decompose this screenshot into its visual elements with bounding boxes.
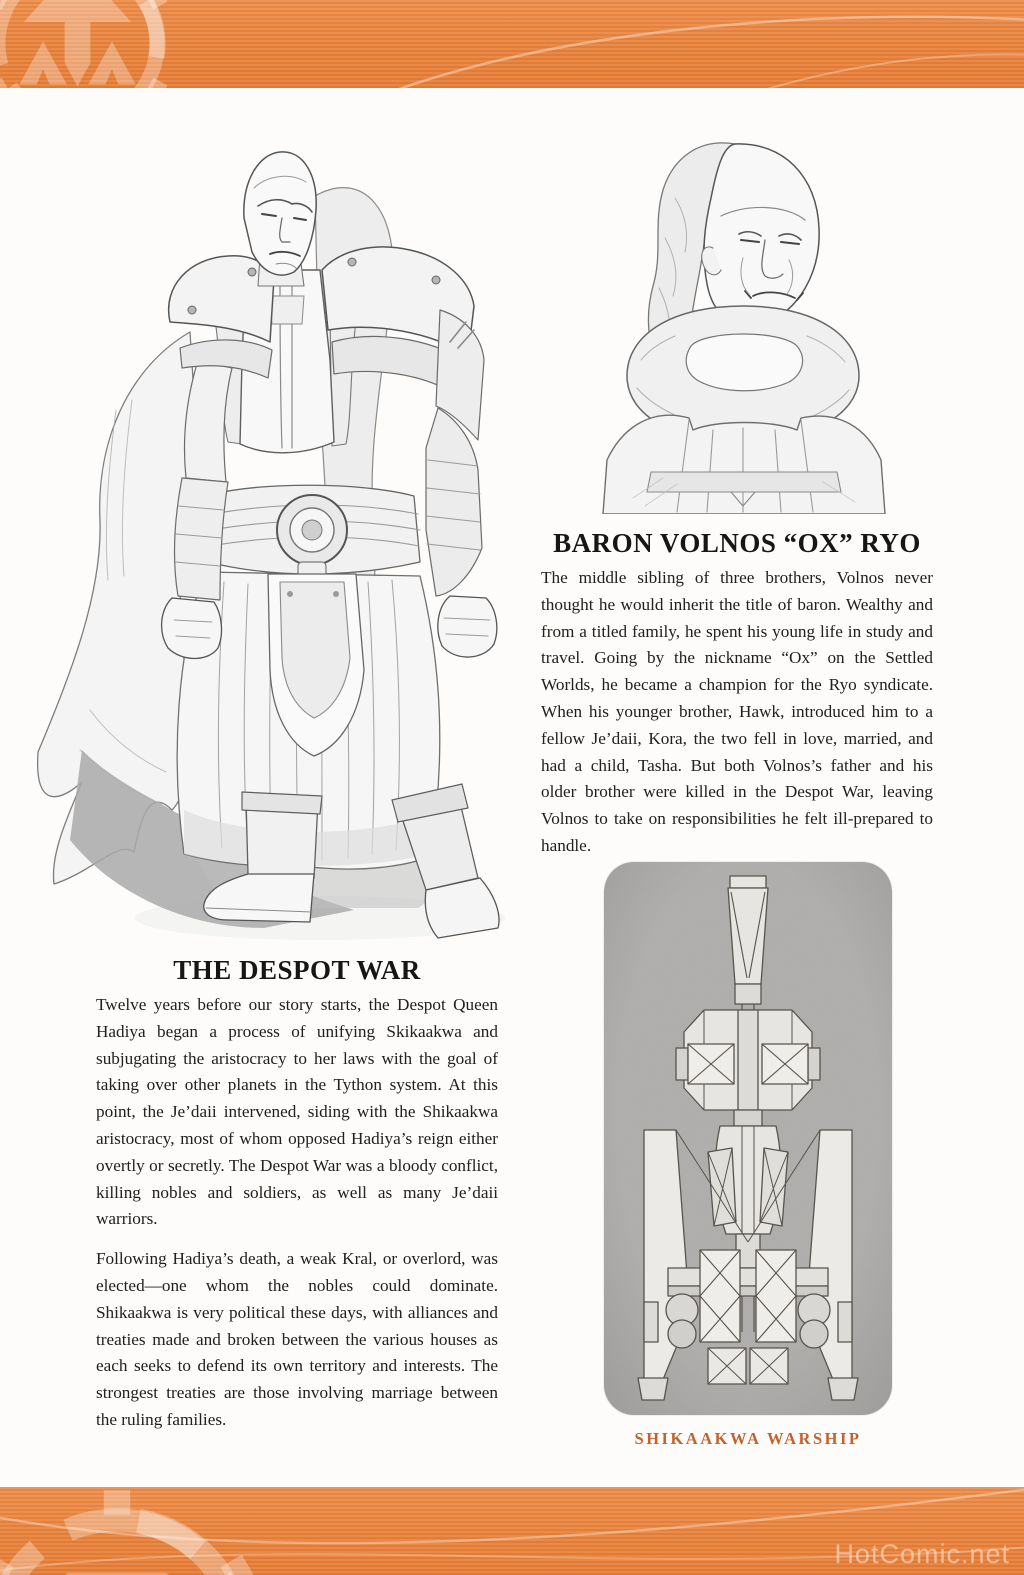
bottom-decorative-band [0,1487,1024,1575]
watermark-text: HotComic.net [834,1539,1010,1569]
baron-volnos-bust-sketch [593,128,895,514]
baron-section-title: BARON VOLNOS “OX” RYO [553,528,921,558]
despot-war-paragraph-2: Following Hadiya’s death, a weak Kral, or overlord, was elected—one whom the nobles could dominate. Shikaakwa is very political these days, with alliances and treaties made and broken between the various houses as each seeks to defend its own territory and interests. The strongest treaties are those involving marriage between the ruling families. [96,1249,498,1429]
warship-illustration-panel [604,862,892,1415]
top-decorative-band [0,0,1024,88]
warship-caption: SHIKAAKWA WARSHIP [634,1429,862,1448]
baron-volnos-full-body-sketch [20,110,525,958]
despot-war-paragraph-1: Twelve years before our story starts, the Despot Queen Hadiya began a process of unifying Skikaakwa and subjugating the aristocracy to her laws with the goal of taking over other planets in the Tython system. At this point, the Je’daii intervened, siding with the Shikaakwa aristocracy, most of whom opposed Hadiya’s reign either overtly or secretly. The Despot War was a bloody conflict, killing nobles and soldiers, as well as many Je’daii warriors. [96,995,498,1229]
clan-crest-icon [0,1487,282,1575]
baron-section [541,528,933,860]
clan-crest-icon [0,0,185,88]
despot-war-section [96,955,498,1434]
baron-section-body: The middle sibling of three brothers, Volnos never thought he would inherit the title of baron. Wealthy and from a titled family, he spent his young life in study and travel. Going by the nickname “Ox” on the Settled Worlds, he became a champion for the Ryo syndicate. When his younger brother, Hawk, introduced him to a fellow Je’daii, Kora, the two fell in love, married, and had a child, Tasha. But both Volnos’s father and his older brother were killed in the Despot War, leaving Volnos to take on responsibilities he felt ill-prepared to handle. [541,568,933,855]
despot-war-title: THE DESPOT WAR [173,955,421,985]
